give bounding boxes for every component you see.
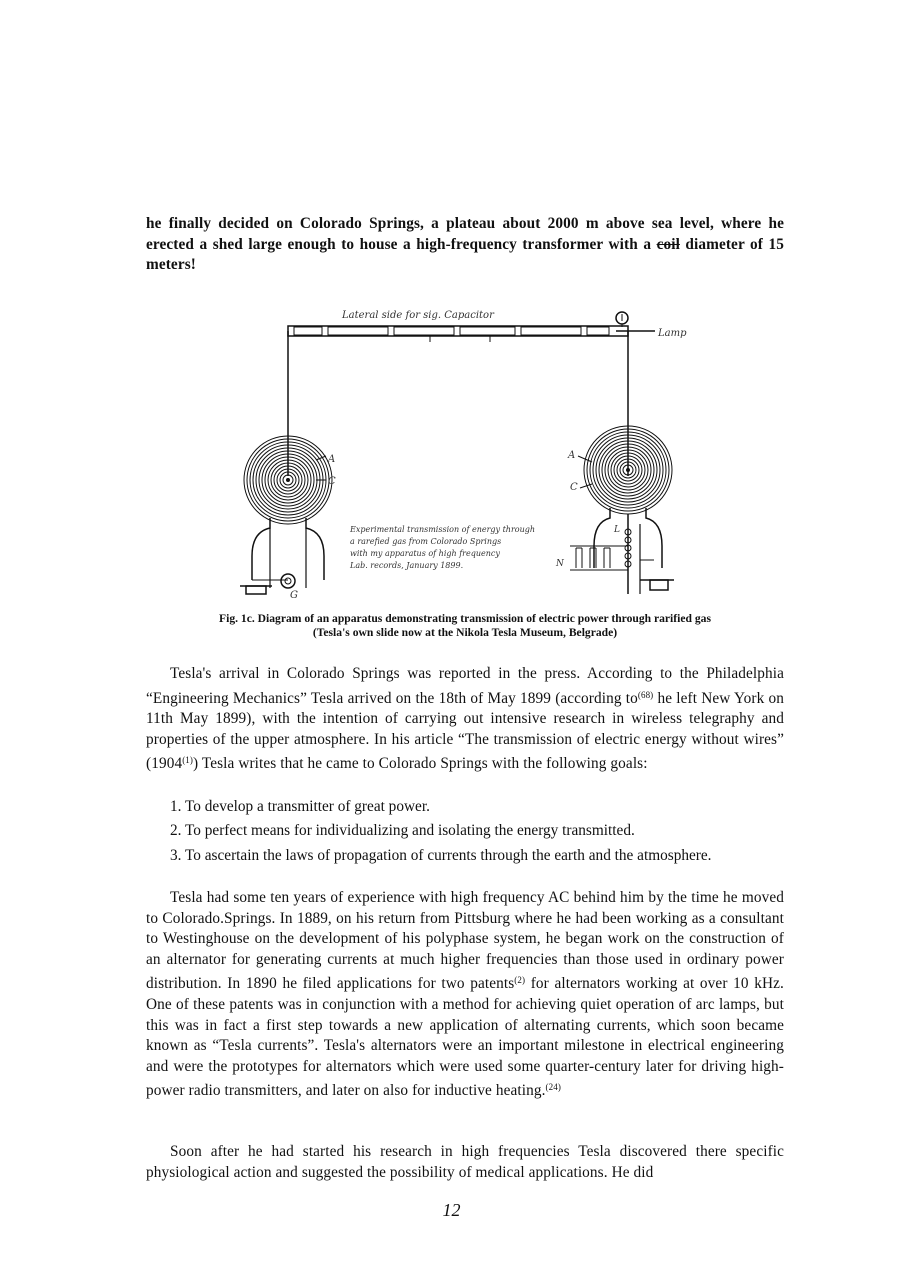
goal-item-3: 3. To ascertain the laws of propagation of currents through the earth and the atmosphere. [170,847,712,864]
label-n: N [556,559,564,569]
generator-icon [281,574,295,588]
label-a-left: A [328,454,336,465]
goal-item-2: 2. To perfect means for individualizing and isolating the energy transmitted. [170,822,635,839]
goal-item-1: 1. To develop a transmitter of great power. [170,798,430,815]
label-c-right: C [570,482,578,493]
handwritten-note [349,525,535,570]
struck-word: coil [656,235,680,253]
citation-ref: (1) [182,755,193,766]
intro-text-end: diameter of 15 meters! [146,235,784,274]
body-paragraph-3: Soon after he had started his research in high frequencies Tesla discovered there specific physiological action and suggested the possibility of medical applications. He did [146,1143,784,1181]
citation-ref: (24) [545,1082,561,1093]
handwriting-top: Lateral side for sig. Capacitor [342,310,494,321]
right-ground-icon [640,580,674,590]
label-l: L [614,525,620,535]
intro-text: he finally decided on Colorado Springs, a plateau about 2000 m above sea level, where he erected a shed large enough to house a high-frequency transformer with a [146,215,784,253]
rarefied-gas-tube [288,326,655,342]
handwriting-lamp: Lamp [658,328,687,339]
svg-text:Lab. records, January 1899.: Lab. records, January 1899. [350,561,464,570]
body-paragraph-1: Tesla's arrival in Colorado Springs was reported in the press. According to the Philadelphia “Engineering Mechanics” Tesla arrived on the 18th of May 1899 (according $to^{(68)}$ he left New York on 11th May 1899), with the intention of carrying out intensive research in wireless telegraphy and properties of the upper atmosphere. In his article “The transmission of electric energy without wires” (1904$^{(1)}$) Tesla writes that he came to Colorado Springs with the following goals: [146,665,784,773]
caption-line-1: Fig. 1c. Diagram of an apparatus demonstrating transmission of electric power through rarified gas [219,612,711,625]
citation-ref: (2) [514,975,526,986]
label-c-left: C [328,476,336,487]
body-paragraph-2: Tesla had some ten years of experience with high frequency AC behind him by the time he moved to Colorado.Springs. In 1889, on his return from Pittsburg where he had been working as a consultant to Westinghouse on the development of his polyphase system, he began work on the construction of an alternator for generating currents at much higher frequencies than those used in ordinary power distribution. In 1890 he filed applications for two patents$^{(2)}$ for alternators working at over 10 kHz. One of these patents was in conjunction with a method for achieving quiet operation of arc lamps, but this was in fact a first step towards a new application of alternating currents, which soon became known as “Tesla currents”. Tesla's alternators were an important milestone in electrical engineering and were the prototypes for alternators which were used some quarter-century later for driving high-power radio transmitters, and later on also for inductive heating.$^{(24)}$ [146,889,784,1100]
figure-caption [146,612,784,639]
lamp-icon [616,312,628,327]
intro-paragraph [146,214,784,276]
svg-text:Experimental transmission of e: Experimental transmission of energy through [350,525,536,534]
label-g: G [290,590,298,601]
condenser-bank [570,546,654,570]
label-a-right: A [568,450,576,461]
apparatus-diagram [230,296,700,602]
svg-text:a rarefied gas from Colorado S: a rarefied gas from Colorado Springs [350,537,502,546]
page-number: 12 [442,1200,461,1220]
caption-line-2: (Tesla's own slide now at the Nikola Tesla Museum, Belgrade) [312,625,618,639]
left-ground-icon [240,586,272,594]
svg-text:with my apparatus of high freq: with my apparatus of high frequency [350,549,500,558]
citation-ref: (68) [637,689,654,700]
